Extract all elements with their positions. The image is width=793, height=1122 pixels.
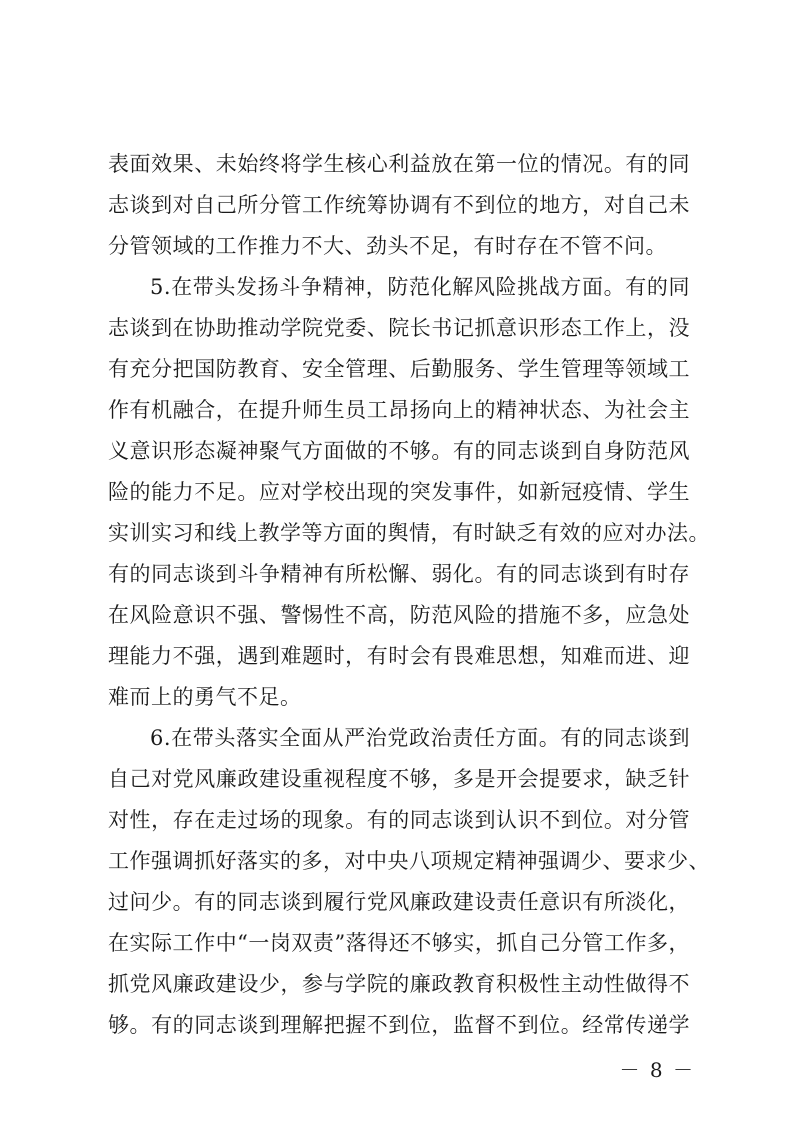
document-body	[108, 144, 710, 1046]
text-line: 在风险意识不强、警惕性不高，防范风险的措施不多，应急处	[108, 603, 690, 627]
text-line: 对性，存在走过场的现象。有的同志谈到认识不到位。对分管	[108, 808, 690, 832]
text-line: 抓党风廉政建设少，参与学院的廉政教育积极性主动性做得不	[108, 972, 690, 996]
section-5-heading-line: 5.在带头发扬斗争精神，防范化解风险挑战方面。有的同	[150, 275, 690, 299]
text-line: 难而上的勇气不足。	[108, 685, 302, 709]
text-line: 在实际工作中“一岗双责”落得还不够实，抓自己分管工作多，	[108, 931, 690, 955]
text-line: 实训实习和线上教学等方面的舆情，有时缺乏有效的应对办法。	[108, 521, 710, 545]
text-line: 险的能力不足。应对学校出现的突发事件，如新冠疫情、学生	[108, 480, 690, 504]
text-line: 表面效果、未始终将学生核心利益放在第一位的情况。有的同	[108, 152, 690, 176]
text-line: 工作强调抓好落实的多，对中央八项规定精神强调少、要求少、	[108, 849, 710, 873]
text-line: 有的同志谈到斗争精神有所松懈、弱化。有的同志谈到有时存	[108, 562, 690, 586]
text-line: 志谈到对自己所分管工作统筹协调有不到位的地方，对自己未	[108, 193, 690, 217]
section-6-heading-line: 6.在带头落实全面从严治党政治责任方面。有的同志谈到	[150, 726, 690, 750]
text-line: 够。有的同志谈到理解把握不到位，监督不到位。经常传递学	[108, 1013, 690, 1037]
text-line: 分管领域的工作推力不大、劲头不足，有时存在不管不问。	[108, 234, 667, 258]
text-line: 过问少。有的同志谈到履行党风廉政建设责任意识有所淡化，	[108, 890, 690, 914]
text-line: 理能力不强，遇到难题时，有时会有畏难思想，知难而进、迎	[108, 644, 690, 668]
page-number: － 8 －	[619, 1058, 695, 1082]
text-line: 作有机融合，在提升师生员工昂扬向上的精神状态、为社会主	[108, 398, 690, 422]
text-line: 志谈到在协助推动学院党委、院长书记抓意识形态工作上，没	[108, 316, 690, 340]
text-line: 有充分把国防教育、安全管理、后勤服务、学生管理等领域工	[108, 357, 690, 381]
text-line: 义意识形态凝神聚气方面做的不够。有的同志谈到自身防范风	[108, 439, 690, 463]
text-line: 自己对党风廉政建设重视程度不够，多是开会提要求，缺乏针	[108, 767, 690, 791]
